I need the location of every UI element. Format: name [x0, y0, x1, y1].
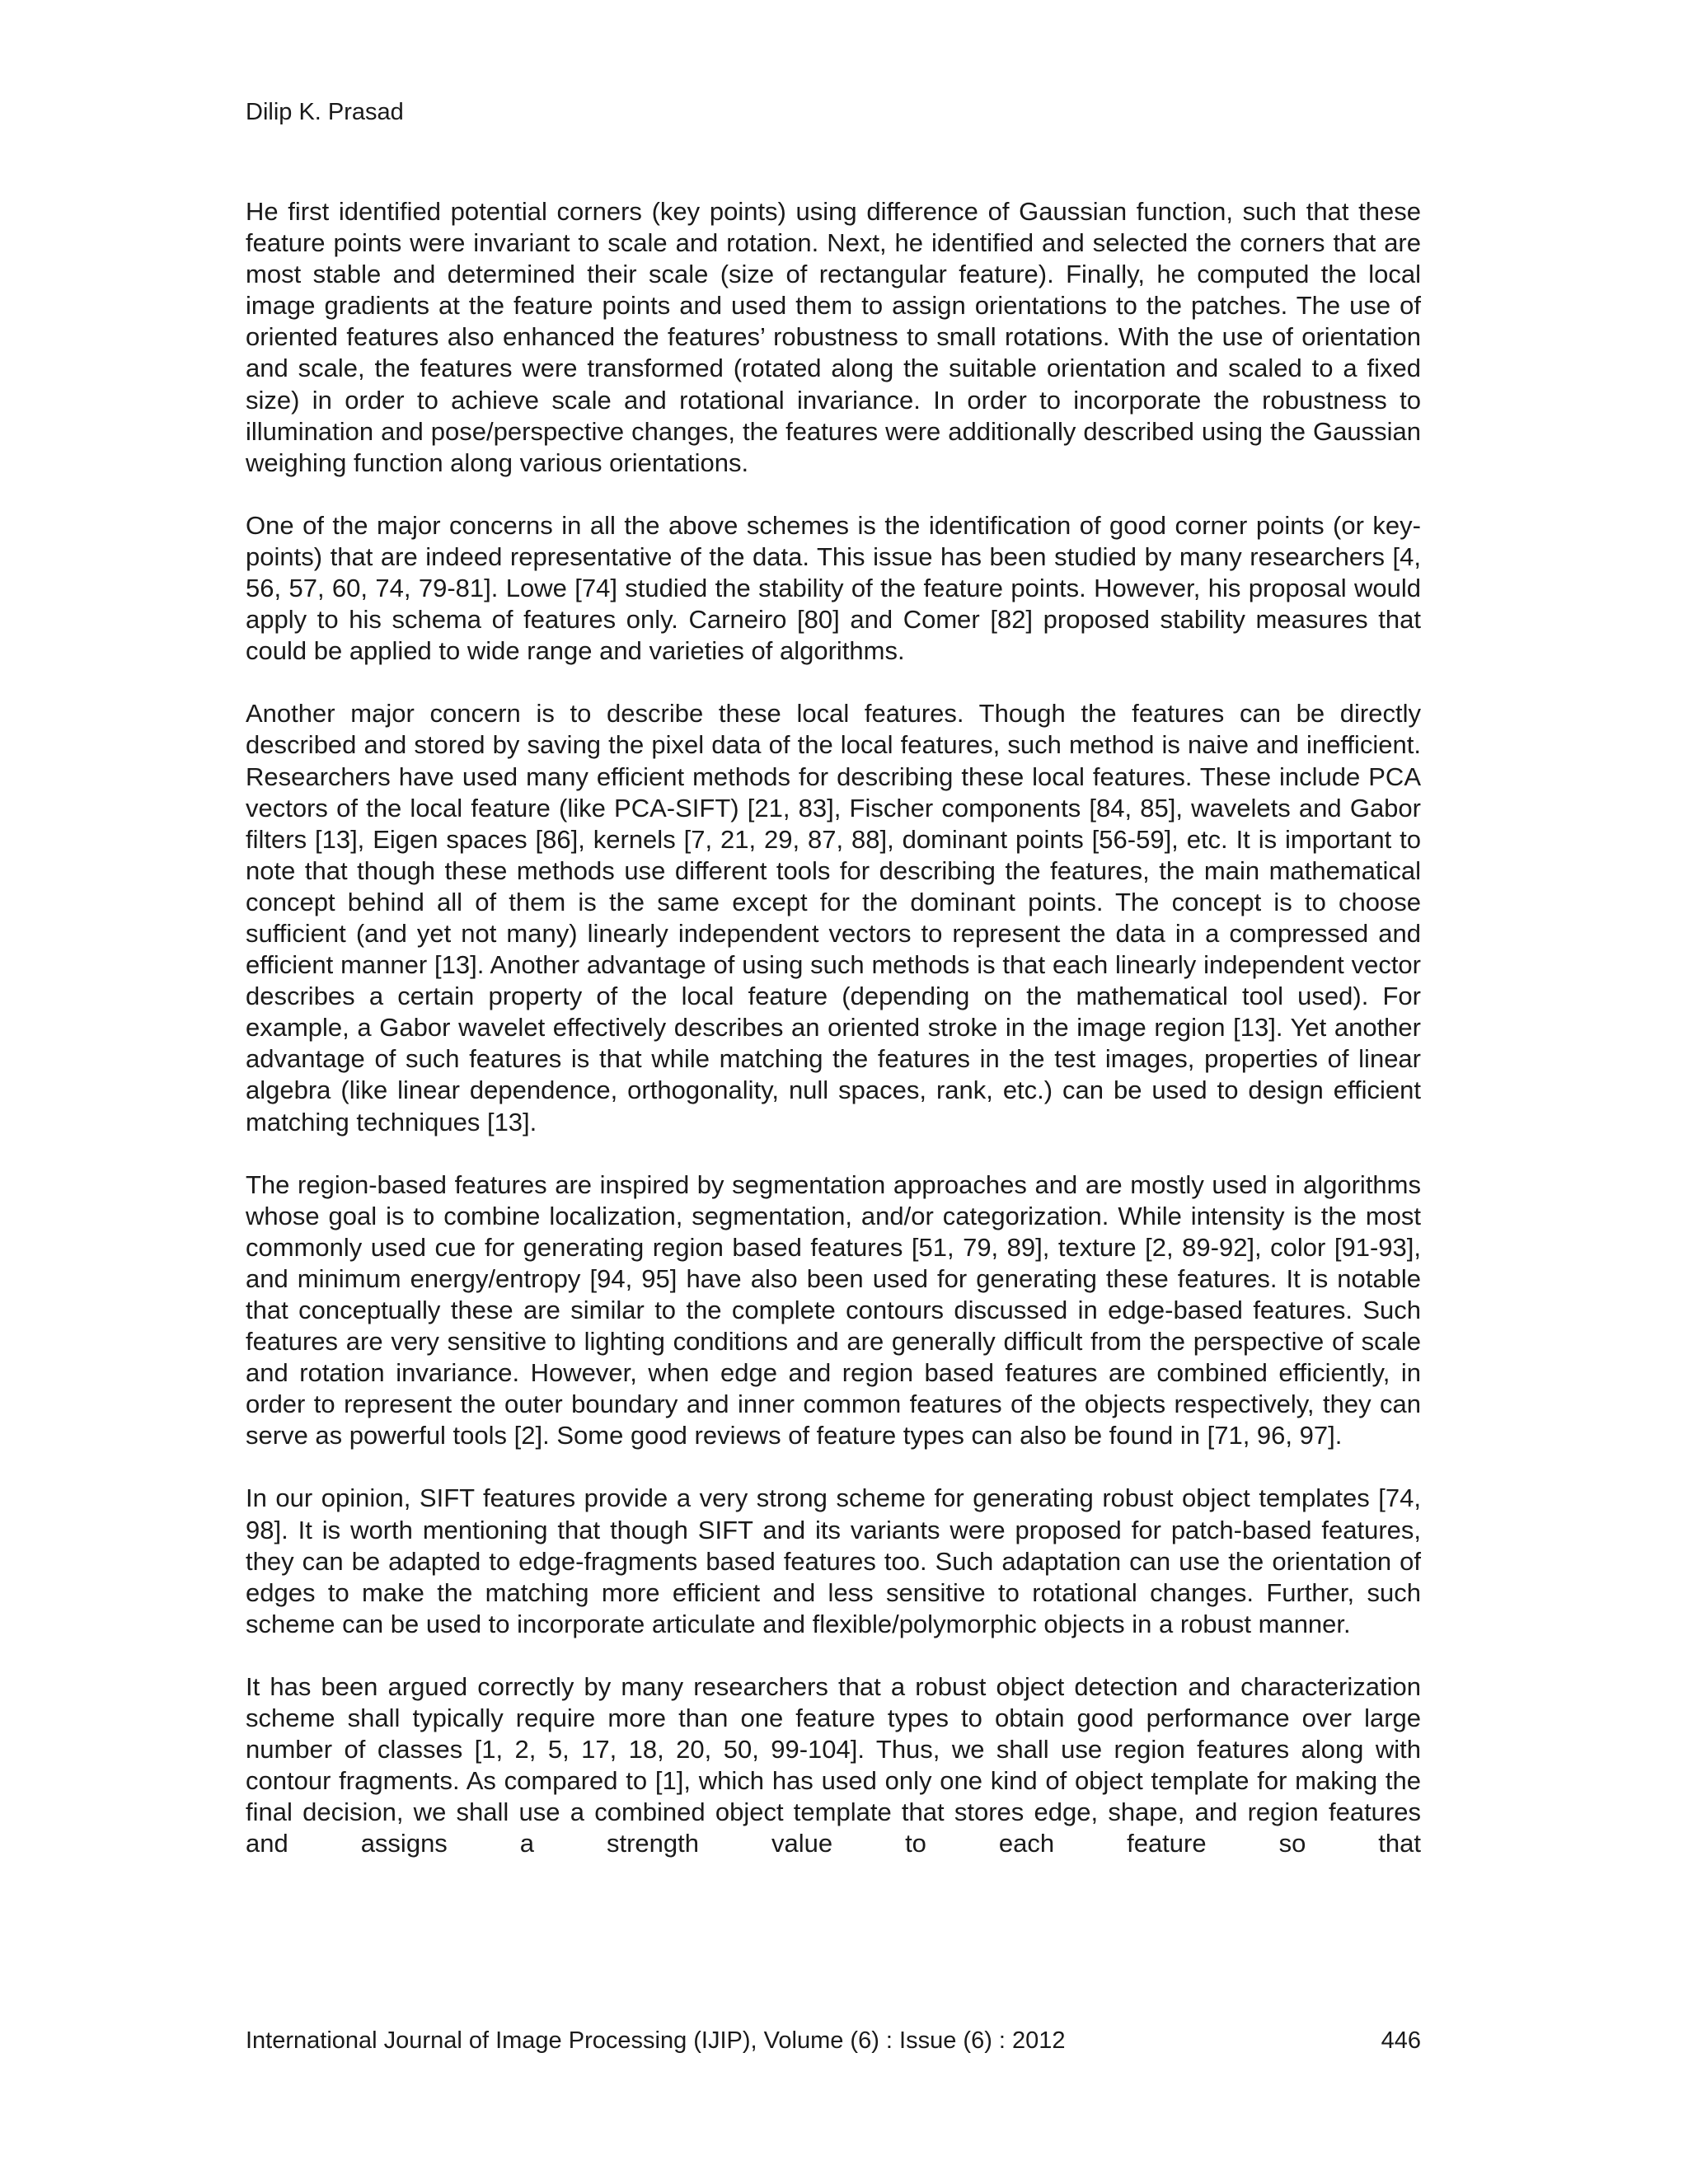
footer-page-number: 446	[1381, 2027, 1421, 2054]
footer-journal-citation: International Journal of Image Processing (IJIP), Volume (6) : Issue (6) : 2012	[246, 2027, 1066, 2054]
paragraph-4: The region-based features are inspired by segmentation approaches and are mostly used in algorithms whose goal is to combine localization, segmentation, and/or categorization. While intensity is the most commonly used cue for generating region based features [51, 79, 89], texture [2, 89-92], color [91-93], and minimum energy/entropy [94, 95] have also been used for generating these features. It is notable that conceptually these are similar to the complete contours discussed in edge-based features. Such features are very sensitive to lighting conditions and are generally difficult from the perspective of scale and rotation invariance. However, when edge and region based features are combined efficiently, in order to represent the outer boundary and inner common features of the objects respectively, they can serve as powerful tools [2]. Some good reviews of feature types can also be found in [71, 96, 97].	[246, 1169, 1421, 1451]
running-head-author: Dilip K. Prasad	[246, 99, 404, 125]
paragraph-2: One of the major concerns in all the above schemes is the identification of good corner points (or key-points) that are indeed representative of the data. This issue has been studied by many researchers [4, 56, 57, 60, 74, 79-81]. Lowe [74] studied the stability of the feature points. However, his proposal would apply to his schema of features only. Carneiro [80] and Comer [82] proposed stability measures that could be applied to wide range and varieties of algorithms.	[246, 510, 1421, 666]
body-text	[246, 196, 1421, 1860]
paragraph-5: In our opinion, SIFT features provide a very strong scheme for generating robust object templates [74, 98]. It is worth mentioning that though SIFT and its variants were proposed for patch-based features, they can be adapted to edge-fragments based features too. Such adaptation can use the orientation of edges to make the matching more efficient and less sensitive to rotational changes. Further, such scheme can be used to incorporate articulate and flexible/polymorphic objects in a robust manner.	[246, 1483, 1421, 1638]
paragraph-1: He first identified potential corners (key points) using difference of Gaussian function, such that these feature points were invariant to scale and rotation. Next, he identified and selected the corners that are most stable and determined their scale (size of rectangular feature). Finally, he computed the local image gradients at the feature points and used them to assign orientations to the patches. The use of oriented features also enhanced the features’ robustness to small rotations. With the use of orientation and scale, the features were transformed (rotated along the suitable orientation and scaled to a fixed size) in order to achieve scale and rotational invariance. In order to incorporate the robustness to illumination and pose/perspective changes, the features were additionally described using the Gaussian weighing function along various orientations.	[246, 197, 1421, 477]
page-footer	[246, 2026, 1421, 2055]
paragraph-3: Another major concern is to describe these local features. Though the features can be directly described and stored by saving the pixel data of the local features, such method is naive and inefficient. Researchers have used many efficient methods for describing these local features. These include PCA vectors of the local feature (like PCA-SIFT) [21, 83], Fischer components [84, 85], wavelets and Gabor filters [13], Eigen spaces [86], kernels [7, 21, 29, 87, 88], dominant points [56-59], etc. It is important to note that though these methods use different tools for describing the features, the main mathematical concept behind all of them is the same except for the dominant points. The concept is to choose sufficient (and yet not many) linearly independent vectors to represent the data in a compressed and efficient manner [13]. Another advantage of using such methods is that each linearly independent vector describes a certain property of the local feature (depending on the mathematical tool used). For example, a Gabor wavelet effectively describes an oriented stroke in the image region [13]. Yet another advantage of such features is that while matching the features in the test images, properties of linear algebra (like linear dependence, orthogonality, null spaces, rank, etc.) can be used to design efficient matching techniques [13].	[246, 699, 1421, 1137]
paragraph-6: It has been argued correctly by many researchers that a robust object detection and characterization scheme shall typically require more than one feature types to obtain good performance over large number of classes [1, 2, 5, 17, 18, 20, 50, 99-104]. Thus, we shall use region features along with contour fragments. As compared to [1], which has used only one kind of object template for making the final decision, we shall use a combined object template that stores edge, shape, and region features and assigns a strength value to each feature so that	[246, 1671, 1421, 1858]
